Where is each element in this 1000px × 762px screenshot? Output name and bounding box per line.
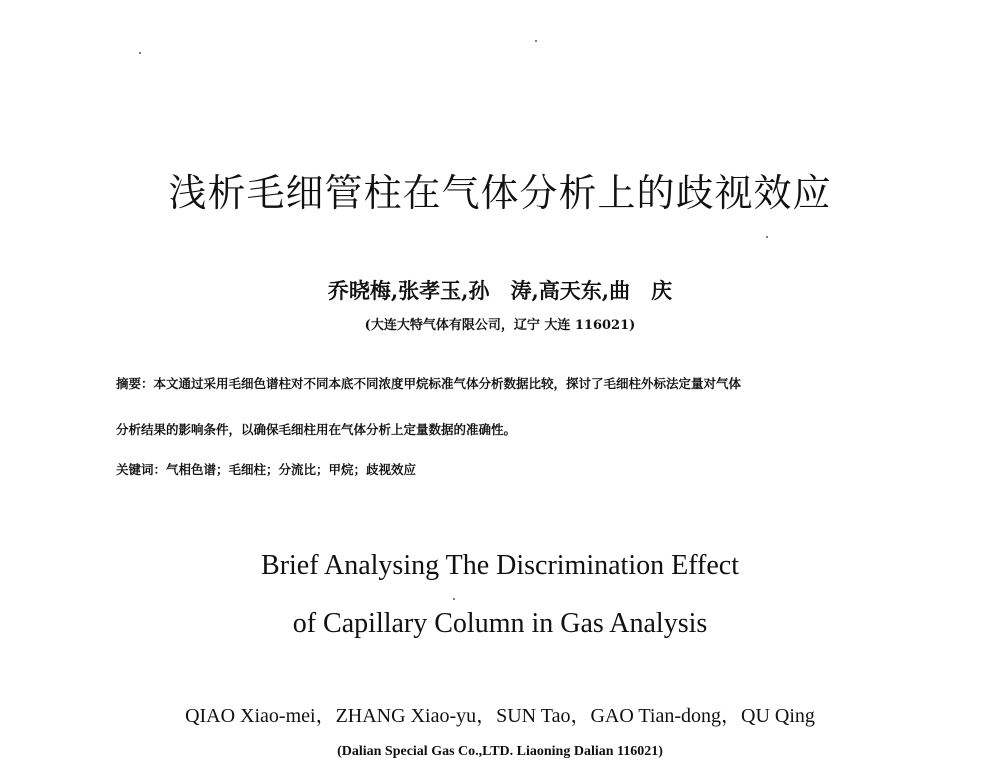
english-authors: QIAO Xiao-mei，ZHANG Xiao-yu，SUN Tao，GAO Tian-dong，QU Qing xyxy=(185,705,815,727)
keywords-line xyxy=(116,460,416,480)
chinese-authors: 乔晓梅,张孝玉,孙 涛,高天东,曲 庆 xyxy=(327,278,673,303)
english-title-line-2: of Capillary Column in Gas Analysis xyxy=(292,608,708,639)
english-affiliation: (Dalian Special Gas Co.,LTD. Liaoning Dalian 116021) xyxy=(337,744,663,759)
abstract-line-1 xyxy=(116,374,896,394)
scan-speck xyxy=(766,236,768,238)
abstract-label: 摘要： xyxy=(116,376,154,391)
abstract-line-2 xyxy=(116,420,896,440)
chinese-title: 浅析毛细管柱在气体分析上的歧视效应 xyxy=(168,171,832,215)
scan-speck xyxy=(535,40,537,42)
keywords-text: 气相色谱；毛细柱；分流比；甲烷；歧视效应 xyxy=(166,462,417,477)
chinese-affiliation: (大连大特气体有限公司，辽宁 大连 116021) xyxy=(364,318,636,333)
scan-speck xyxy=(453,598,455,600)
keywords-label: 关键词： xyxy=(116,462,167,477)
abstract-text-2: 分析结果的影响条件，以确保毛细柱用在气体分析上定量数据的准确性。 xyxy=(116,422,517,437)
english-title-line-1: Brief Analysing The Discrimination Effect xyxy=(261,550,739,581)
scan-speck xyxy=(139,52,141,54)
abstract-text-1: 本文通过采用毛细色谱柱对不同本底不同浓度甲烷标准气体分析数据比较，探讨了毛细柱外标法定量对气体 xyxy=(153,376,742,391)
